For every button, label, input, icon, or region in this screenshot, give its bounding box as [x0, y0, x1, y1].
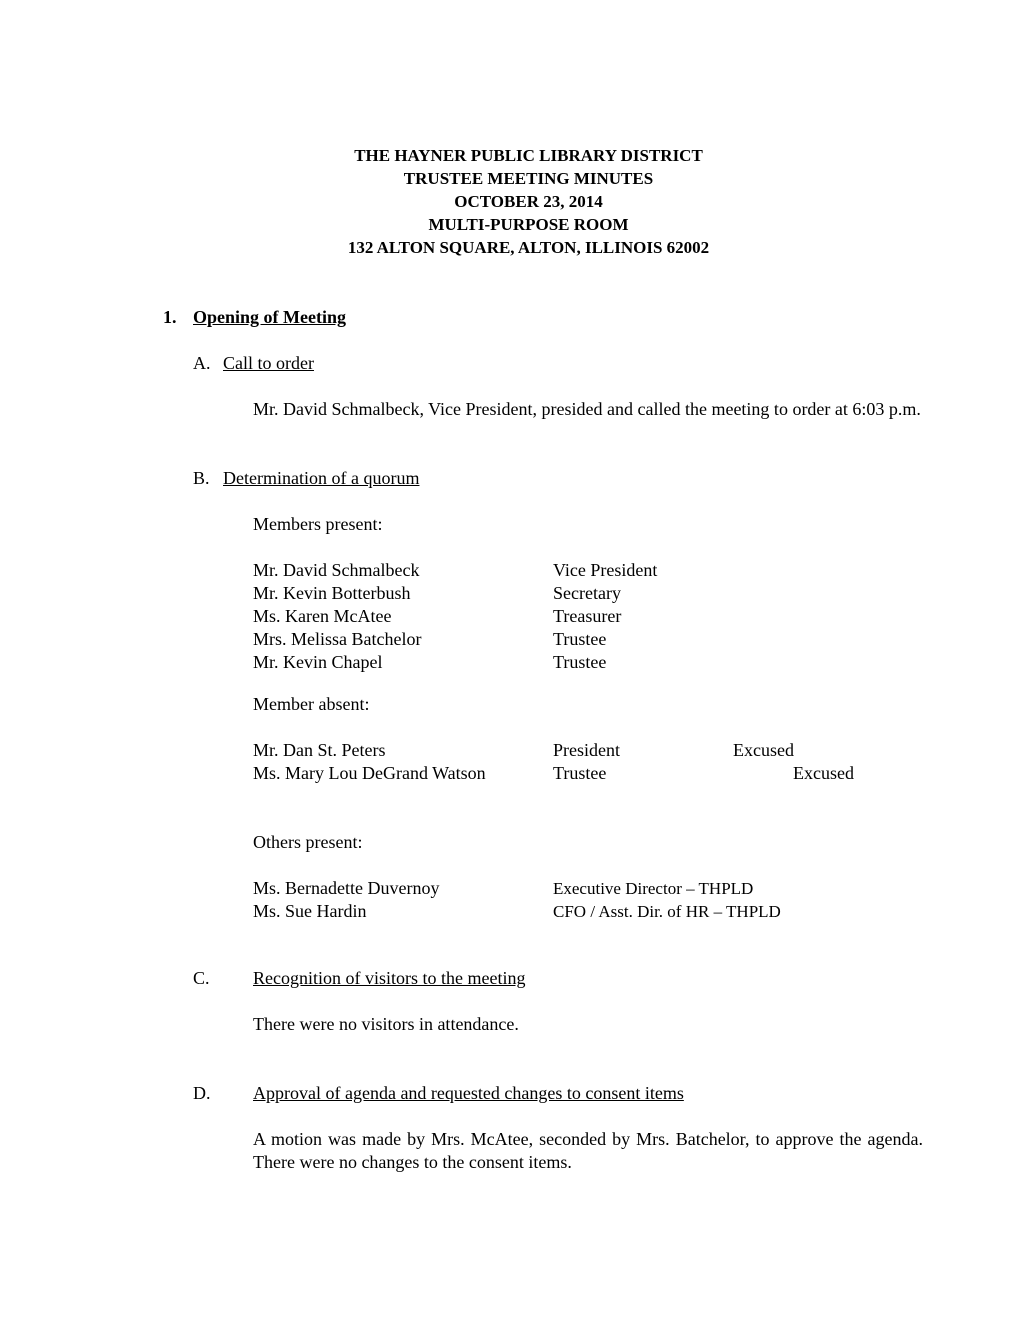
present-member-name: Mrs. Melissa Batchelor [253, 629, 422, 649]
item-a-title: Call to order [223, 353, 314, 373]
item-d-title: Approval of agenda and requested changes to consent items [253, 1083, 684, 1103]
present-member-role: Secretary [553, 583, 621, 603]
item-a-letter: A. [193, 353, 211, 373]
others-present-label: Others present: [253, 832, 363, 852]
present-member-role: Trustee [553, 652, 607, 672]
item-b-letter: B. [193, 468, 210, 488]
absent-member-name: Ms. Mary Lou DeGrand Watson [253, 763, 486, 783]
absent-member-role: President [553, 740, 620, 760]
present-member-name: Mr. David Schmalbeck [253, 560, 420, 580]
other-present-name: Ms. Bernadette Duvernoy [253, 878, 440, 898]
item-a-text: Mr. David Schmalbeck, Vice President, presided and called the meeting to order at 6:03 p.m. [253, 399, 921, 419]
item-d-letter: D. [193, 1083, 211, 1103]
members-present-label: Members present: [253, 514, 383, 534]
item-c-title: Recognition of visitors to the meeting [253, 968, 526, 988]
other-present-role: Executive Director – THPLD [553, 879, 754, 898]
header-document-type: TRUSTEE MEETING MINUTES [403, 169, 654, 188]
absent-member-role: Trustee [553, 763, 607, 783]
members-absent-label: Member absent: [253, 694, 370, 714]
other-present-role: CFO / Asst. Dir. of HR – THPLD [553, 902, 781, 921]
header-library-name: THE HAYNER PUBLIC LIBRARY DISTRICT [354, 146, 703, 165]
present-member-role: Treasurer [553, 606, 622, 626]
section-1-number: 1. [163, 307, 177, 327]
header-address: 132 ALTON SQUARE, ALTON, ILLINOIS 62002 [347, 238, 710, 257]
present-member-role: Vice President [553, 560, 658, 580]
present-member-name: Ms. Karen McAtee [253, 606, 392, 626]
item-c-letter: C. [193, 968, 210, 988]
item-b-title: Determination of a quorum [223, 468, 420, 488]
present-member-name: Mr. Kevin Botterbush [253, 583, 411, 603]
absent-member-status: Excused [733, 740, 794, 760]
absent-member-name: Mr. Dan St. Peters [253, 740, 386, 760]
section-1-title: Opening of Meeting [193, 307, 346, 327]
header-date: OCTOBER 23, 2014 [454, 192, 603, 211]
document-header [0, 144, 1020, 259]
other-present-name: Ms. Sue Hardin [253, 901, 367, 921]
item-d-text: A motion was made by Mrs. McAtee, seconded by Mrs. Batchelor, to approve the agenda. There were no changes to the consent items. [253, 1129, 923, 1172]
header-room: MULTI-PURPOSE ROOM [428, 215, 629, 234]
absent-member-status: Excused [793, 763, 854, 783]
present-member-role: Trustee [553, 629, 607, 649]
item-c-text: There were no visitors in attendance. [253, 1014, 519, 1034]
present-member-name: Mr. Kevin Chapel [253, 652, 383, 672]
